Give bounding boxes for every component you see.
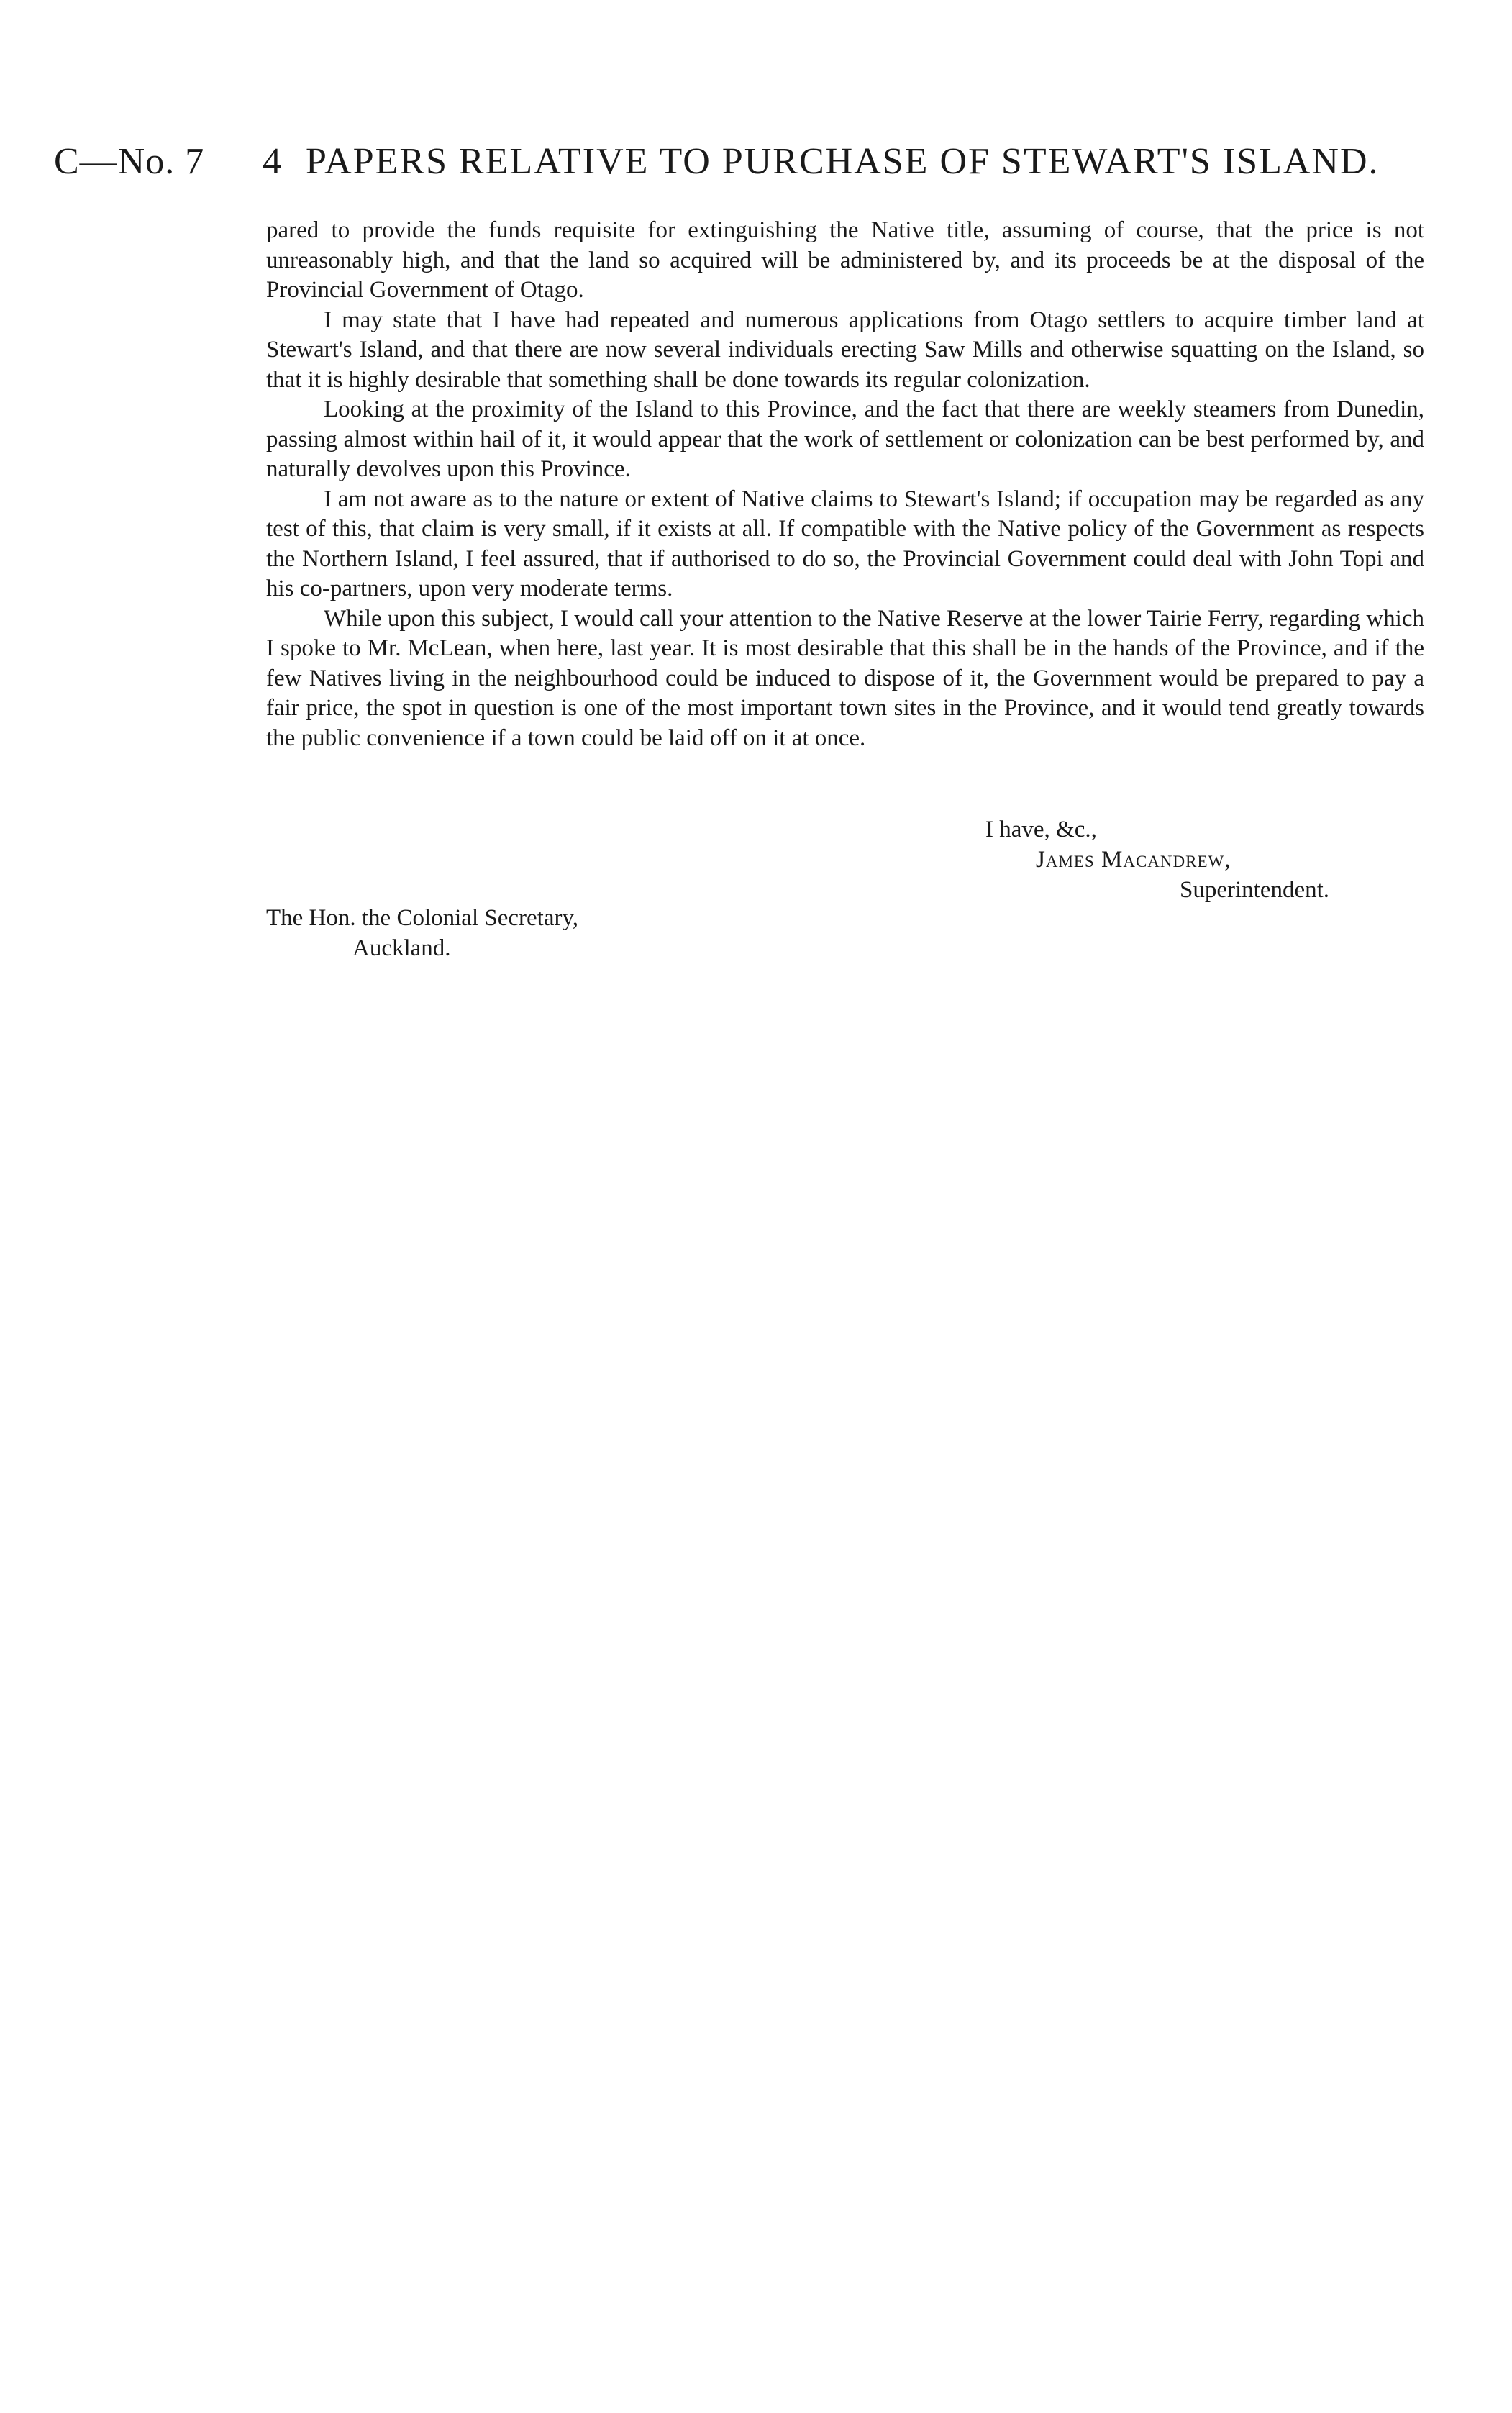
signatory-name: James Macandrew, bbox=[1036, 847, 1231, 873]
signatory-title: Superintendent. bbox=[1180, 877, 1330, 903]
signature-block bbox=[985, 814, 1329, 905]
letter-body bbox=[266, 216, 1424, 753]
paragraph: While upon this subject, I would call your attention to the Native Reserve at the lower Tairie Ferry, regarding which I spoke to Mr. McLean, when here, last year. It is most desirable that this shall be in the hands of the Province, and if the few Natives living in the neighbourhood could be induced to dispose of it, the Government would be prepared to pay a fair price, the spot in question is one of the most important town sites in the Province, and it would tend greatly towards the public convenience if a town could be laid off on it at once. bbox=[266, 605, 1424, 751]
document-reference: C—No. 7 bbox=[54, 141, 205, 182]
addressee-location: Auckland. bbox=[352, 935, 451, 961]
running-title: PAPERS RELATIVE TO PURCHASE OF STEWART'S ISLAND. bbox=[306, 141, 1380, 182]
paragraph: I may state that I have had repeated and numerous applications from Otago settlers to acquire timber land at Stewart's Island, and that there are now several individuals erecting Saw Mills and otherwise squatting on the Island, so that it is highly desirable that something shall be done towards its regular colonization. bbox=[266, 306, 1424, 393]
paragraph: Looking at the proximity of the Island to this Province, and the fact that there are weekly steamers from Dunedin, passing almost within hail of it, it would appear that the work of settlement or colonization can be best performed by, and naturally devolves upon this Province. bbox=[266, 396, 1424, 482]
paragraph: pared to provide the funds requisite for extinguishing the Native title, assuming of course, that the price is not unreasonably high, and that the land so acquired will be administered by, and its proceeds be at the disposal of the Provincial Government of Otago. bbox=[266, 217, 1424, 303]
signature-closing: I have, &c., bbox=[985, 817, 1097, 842]
page-number: 4 bbox=[263, 141, 281, 182]
paragraph: I am not aware as to the nature or extent of Native claims to Stewart's Island; if occupation may be regarded as any test of this, that claim is very small, if it exists at all. If compatible with the Native policy of the Government as respects the Northern Island, I feel assured, that if authorised to do so, the Provincial Government could deal with John Topi and his co-partners, upon very moderate terms. bbox=[266, 486, 1424, 601]
addressee-block bbox=[266, 903, 578, 963]
addressee-name: The Hon. the Colonial Secretary, bbox=[266, 905, 579, 931]
page-header bbox=[54, 140, 1421, 198]
